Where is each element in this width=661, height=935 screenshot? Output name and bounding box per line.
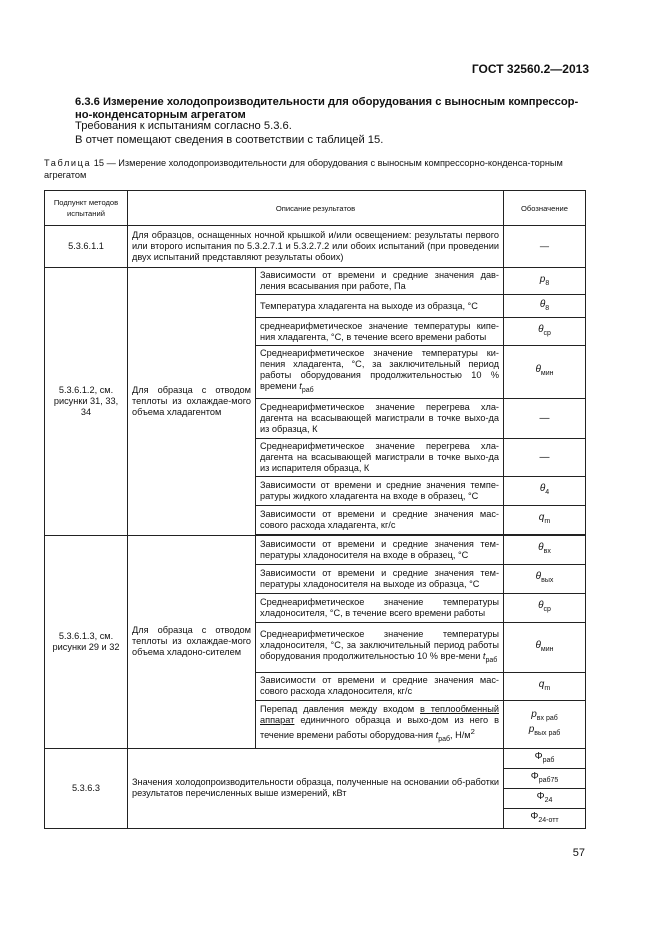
time-symbol: t [435,729,439,740]
symbol-cell [504,505,586,534]
pressure-text-b: единичного образца и выхо-дом из него в течение времени работы оборудова-ния [260,714,499,740]
document-id: ГОСТ 32560.2—2013 [471,62,589,76]
symbol: — [539,451,550,463]
symbol-cell [504,318,586,346]
description-cell: Зависимости от времени и средние значения мас-сового расхода хладагента, кг/с [256,505,504,534]
method-cell: 5.3.6.1.2, см. рисунки 31, 33, 34 [45,268,128,536]
symbol-cell [504,268,586,295]
symbol-subscript: вых раб [534,730,561,738]
symbol: Φ [530,770,539,782]
symbol-subscript: раб [542,756,555,764]
header-description: Описание результатов [128,191,504,226]
symbol-subscript: вых [541,577,554,585]
table-caption [44,157,589,181]
paragraph-requirements: Требования к испытаниям согласно 5.3.6. [75,120,292,132]
symbol: θ [539,483,546,495]
time-symbol: t [482,650,486,661]
symbol: Φ [530,810,539,822]
time-subscript: раб [438,735,451,743]
symbol: p [539,273,546,285]
symbol-cell [504,438,586,476]
description-cell: Зависимости от времени и средние значения темпе-ратуры жидкого хладагента на входе в образец, °С [256,476,504,505]
pressure-text-underlined: в теплообменный аппарат [260,703,499,725]
caption-text: 15 — Измерение холодопроизводительности для оборудования с выносным компрессорно-конденса-торным агрегатом [44,158,563,180]
symbol-subscript: 8 [545,304,550,312]
symbol-subscript: ср [543,606,551,614]
symbol-subscript: 24 [544,796,553,804]
table-row [45,268,586,295]
description-cell: Среднеарифметическое значение перегрева хла-дагента на всасывающей магистрали в точке выхо-да из испарителя образца, К [256,438,504,476]
symbol-subscript: ср [543,330,551,337]
symbol-subscript: m [544,684,551,692]
symbol: q [538,512,545,524]
symbol: Φ [534,750,543,762]
table-row [45,226,586,268]
symbol: Φ [536,790,545,802]
symbol-subscript: m [544,518,551,526]
symbol: p [531,709,537,721]
symbol: θ [535,571,542,583]
symbol-cell [504,622,586,672]
symbol-cell: — [504,226,586,268]
method-cell: 5.3.6.1.1 [45,226,128,268]
section-title: 6.3.6 Измерение холодопроизводительности для оборудования с выносным компрессор-но-конденсаторным агрегатом [75,96,579,121]
symbol: θ [535,364,541,376]
method-cell: 5.3.6.3 [45,748,128,828]
description-cell: Температура хладагента на выходе из образца, °С [256,295,504,318]
symbol-subscript: раб75 [538,776,559,784]
description-cell: Среднеарифметическое значение перегрева хла-дагента на всасывающей магистрали в точке выхо-да из образца, К [256,398,504,438]
symbol-cell [504,295,586,318]
description-cell: Зависимости от времени и средние значения мас-сового расхода хладоносителя, кг/с [256,672,504,700]
symbol-subscript: вх [543,548,551,556]
symbol-line [508,709,581,724]
description-cell [256,346,504,399]
symbol: θ [538,542,544,554]
symbol-line [508,724,581,739]
description-cell: Среднеарифметическое значение температуры хладоносителя, °С, в течение всего времени работы [256,593,504,622]
symbol: θ [535,639,541,651]
symbol-subscript: 8 [545,279,550,287]
description-cell: Для образцов, оснащенных ночной крышкой и/или освещением: результаты первого или второго испытания по 5.3.2.7.1 и 5.3.2.7.2 или обоих испытаний (при проведении двух испытаний представляют результаты обоих) [128,226,504,268]
symbol-cell [504,476,586,505]
symbol-cell [504,700,586,748]
symbol-cell [504,768,586,788]
page-number: 57 [572,847,585,859]
table-row [45,535,586,564]
symbol-subscript: мин [540,370,554,378]
results-table [44,190,586,829]
description-cell: Зависимости от времени и средние значения тем-пературы хладоносителя на выходе из образца, °С [256,564,504,593]
description-cell [256,622,504,672]
header-method: Подпункт методов испытаний [45,191,128,226]
pressure-unit: , Н/м [450,729,471,740]
symbol-cell [504,346,586,399]
table-header-row [45,191,586,226]
symbol-cell [504,535,586,564]
group-cell: Для образца с отводом теплоты из охлаждае-мого объема хладоно-сителем [128,535,256,748]
symbol-subscript: вх раб [536,715,558,723]
method-cell: 5.3.6.1.3, см. рисунки 29 и 32 [45,535,128,748]
symbol: p [528,724,535,736]
symbol: θ [539,298,546,310]
symbol-subscript: 24-отт [538,816,559,824]
group-cell: Для образца с отводом теплоты из охлаждае-мого объема хладагентом [128,268,256,536]
symbol-cell [504,808,586,828]
time-subscript: раб [301,386,314,394]
pressure-unit-sup: 2 [470,726,475,736]
time-symbol: t [299,381,302,391]
symbol: — [539,412,550,424]
description-cell: Зависимости от времени и средние значения тем-пературы хладоносителя на входе в образец, °С [256,535,504,564]
description-cell: Зависимости от времени и средние значения дав-ления всасывания при работе, Па [256,268,504,295]
symbol: θ [538,324,544,335]
symbol-subscript: мин [540,645,554,653]
description-cell: Значения холодопроизводительности образца, полученные на основании об-работки результатов перечисленных выше измерений, кВт [128,748,504,828]
description-text: Среднеарифметическое значение температуры хладоносителя, °С, за заключительный период работы оборудования продолжительностью 10 % вре-мени [260,628,499,661]
table-row [45,748,586,768]
symbol-cell [504,788,586,808]
paragraph-report: В отчет помещают сведения в соответствии с таблицей 15. [75,134,384,146]
header-symbol: Обозначение [504,191,586,226]
symbol-cell [504,398,586,438]
symbol-subscript: 4 [545,489,550,497]
symbol-cell [504,564,586,593]
pressure-text-a: Перепад давления между входом [260,703,421,714]
symbol: q [538,678,545,690]
time-subscript: раб [485,656,498,664]
description-text: Среднеарифметическое значение температуры ки-пения хладагента, °С, за заключительный период работы оборудования продолжительностью 10 % времени [260,348,499,391]
symbol-cell [504,672,586,700]
symbol: θ [538,600,544,612]
symbol-cell [504,748,586,768]
symbol-cell [504,593,586,622]
description-cell [256,700,504,748]
caption-label: Таблица [44,158,92,168]
description-cell: среднеарифметическое значение температуры кипе-ния хладагента, °С, в течение всего времени работы [256,318,504,346]
